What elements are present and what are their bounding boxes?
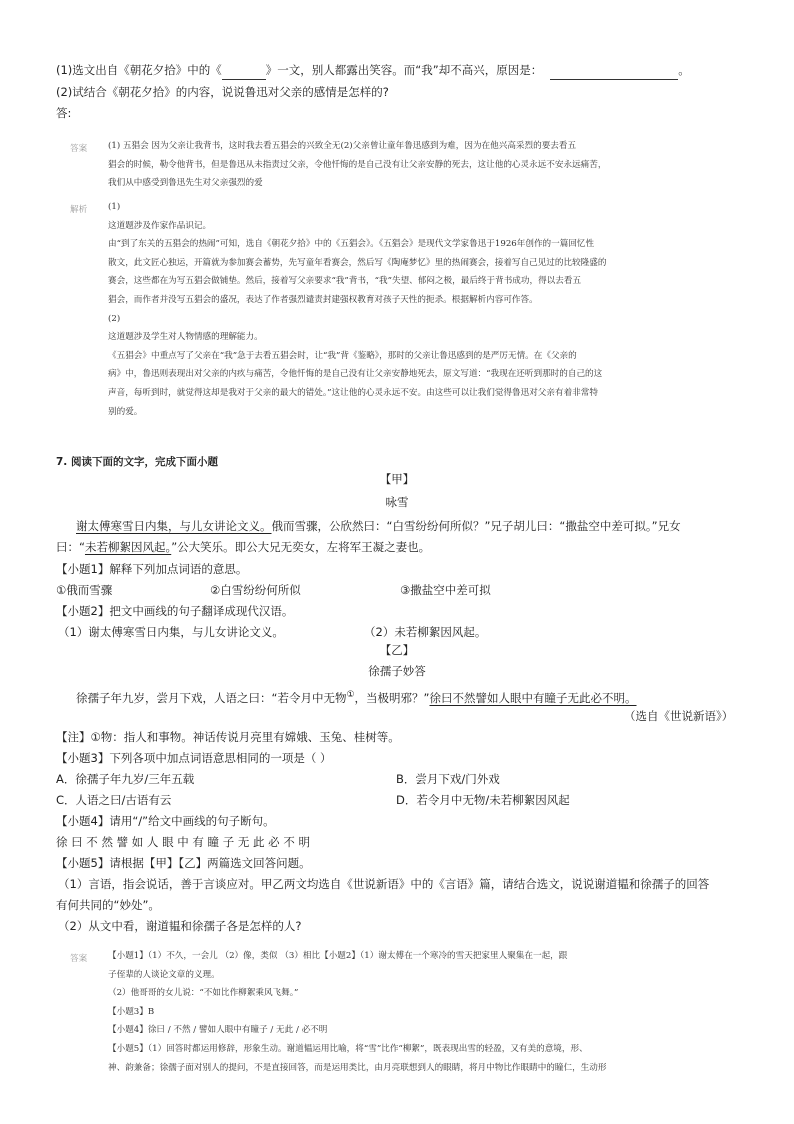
- text-line: （2）他哥哥的女儿说：“不如比作柳絮乘风飞舞。”: [108, 988, 299, 999]
- answer-label: 答案: [70, 954, 88, 964]
- text-line: 【小题5】（1）回答时都运用修辞，形象生动。谢道韫运用比喻，将“雪”比作“柳絮”，既表现出雪的轻盈，又有美的意境，形、: [108, 1044, 588, 1054]
- text-line: 声音，每听到时，就觉得这却是我对于父亲的最大的错处。”这让他的心灵永远不安。由这些可以让我们觉得鲁迅对父亲有着非常特: [108, 388, 598, 398]
- passage-jia-title: 咏雪: [385, 495, 409, 509]
- sub1-item: ②白雪纷纷何所似: [210, 583, 301, 597]
- passage-jia-tag: 【甲】: [379, 472, 415, 486]
- q6-sub2: (2)试结合《朝花夕拾》的内容，说说鲁迅对父亲的感情是怎样的?: [56, 85, 389, 99]
- note: 【注】①物：指人和事物。神话传说月亮里有嫦娥、玉兔、桂树等。: [56, 730, 400, 744]
- passage-jia-line2: 曰：“未若柳絮因风起。”公大笑乐。即公大兄无奕女，左将军王凝之妻也。: [56, 540, 431, 554]
- passage-yi-line1: 徐孺子年九岁，尝月下戏，人语之曰：“若令月中无物①，当极明邪？”徐曰不然譬如人眼中有瞳子无此必不明。: [76, 690, 637, 705]
- text-line: 《五猖会》中重点写了父亲在“我”急于去看五猖会时，让“我”背《鉴略》，那时的父亲让鲁迅感到的是严厉无情。在《父亲的: [108, 350, 577, 361]
- sub2-item: （1）谢太傅寒雪日内集，与儿女讲论文义。: [58, 625, 284, 639]
- passage-jia-line1: 谢太傅寒雪日内集，与儿女讲论文义。俄而雪骤，公欣然曰：“白雪纷纷何所似？”兄子胡儿曰：“撒盐空中差可拟。”兄女: [76, 519, 681, 533]
- sub1-item: ①俄而雪骤: [56, 583, 113, 597]
- sub5-question1: （1）言语，指会说话，善于言谈应对。甲乙两文均选自《世说新语》中的《言语》篇，请结合选文，说说谢道韫和徐孺子的回答: [58, 877, 710, 891]
- sub4-prompt: 【小题4】请用“/”给文中画线的句子断句。: [56, 814, 275, 828]
- text-line: 赛会，这些都在为写五猖会做铺垫。然后，接着写父亲要求“我”背书，“我”失望、郁闷之极，最后终于背书成功，得以去看五: [108, 276, 582, 287]
- answer-blank[interactable]: [550, 66, 678, 80]
- answer-prompt: 答:: [56, 106, 72, 120]
- text-line: 散文，此文匠心独运，开篇就为参加赛会蓄势，先写童年看赛会，然后写《陶庵梦忆》里的热闹赛会，接着写自己见过的比较隆盛的: [108, 257, 607, 268]
- option-a[interactable]: A．徐孺子年九岁/三年五载: [56, 772, 195, 786]
- q7-heading: 7. 阅读下面的文字，完成下面小题: [56, 456, 218, 468]
- sub5-question1-cont: 有何共同的“妙处”。: [56, 898, 160, 912]
- sub4-sentence: 徐 曰 不 然 譬 如 人 眼 中 有 瞳 子 无 此 必 不 明: [56, 835, 310, 849]
- q6-sub1: (1)选文出自《朝花夕拾》中的《 》一文，别人都露出笑容。而“我”却不高兴，原因是： 。: [56, 60, 690, 80]
- option-c[interactable]: C．人语之曰/古语有云: [56, 793, 172, 807]
- passage-yi-tag: 【乙】: [379, 643, 415, 657]
- text-line: 别的爱。: [108, 406, 143, 417]
- passage-yi-title: 徐孺子妙答: [368, 664, 426, 678]
- text-line: (1): [108, 202, 121, 212]
- text-line: 【小题3】B: [108, 1006, 155, 1017]
- text-line: 由“到了东关的五猖会的热闹”可知，选自《朝花夕拾》中的《五猖会》。《五猖会》是现代文学家鲁迅于1926年创作的一篇回忆性: [108, 239, 595, 250]
- text-line: (1) 五猖会 因为父亲让我背书，这时我去看五猖会的兴致全无(2)父亲曾让童年鲁迅感到为难，因为在他兴高采烈的要去看五: [108, 141, 577, 151]
- option-b[interactable]: B．尝月下戏/门外戏: [396, 772, 500, 786]
- sub5-prompt: 【小题5】请根据【甲】【乙】两篇选文回答问题。: [56, 856, 311, 870]
- text-line: 【小题1】（1）不久，一会儿 （2）像，类似 （3）相比【小题2】（1）谢太傅在一个寒冷的雪天把家里人聚集在一起，跟: [108, 951, 568, 961]
- text-line: 神、韵兼备；徐孺子面对别人的提问，不是直接回答，而是运用类比，由月亮联想到人的眼睛，将月中物比作眼睛中的瞳仁，生动形: [108, 1062, 607, 1073]
- option-d[interactable]: D．若令月中无物/未若柳絮因风起: [396, 793, 570, 807]
- text-line: 这道题涉及作家作品识记。: [108, 220, 212, 231]
- text-line: 我们从中感受到鲁迅先生对父亲强烈的爱: [108, 178, 263, 188]
- answer-label: 答案: [70, 144, 88, 154]
- analysis-label: 解析: [70, 205, 88, 215]
- text-line: 猖会，而作者并没写五猖会的盛况，表达了作者强烈谴责封建强权教育对孩子天性的扼杀。根据解析内容可作答。: [108, 295, 538, 305]
- sub2-prompt: 【小题2】把文中画线的句子翻译成现代汉语。: [56, 604, 294, 618]
- text-line: 这道题涉及学生对人物情感的理解能力。: [108, 332, 263, 343]
- passage-source: （选自《世说新语》）: [624, 709, 734, 723]
- sub1-item: ③撒盐空中差可拟: [400, 583, 491, 597]
- text-line: 猖会的时候，勒令他背书，但是鲁迅从未指责过父亲，令他忏悔的是自己没有让父亲安静的死去，这让他的心灵永远不安永远痛苦，: [108, 159, 607, 170]
- sub5-question2: （2）从文中看，谢道韫和徐孺子各是怎样的人?: [58, 919, 302, 933]
- answer-blank[interactable]: [222, 66, 266, 80]
- sub1-prompt: 【小题1】解释下列加点词语的意思。: [56, 562, 248, 576]
- sub2-item: （2）未若柳絮因风起。: [364, 625, 487, 639]
- sub3-prompt: 【小题3】下列各项中加点词语意思相同的一项是（ ）: [56, 751, 332, 765]
- text-line: (2): [108, 313, 121, 324]
- text-line: 子侄辈的人谈论文章的义理。: [108, 969, 220, 980]
- text-line: 【小题4】徐曰 / 不然 / 譬如人眼中有瞳子 / 无此 / 必不明: [108, 1025, 328, 1036]
- text-line: 病》中，鲁迅则表现出对父亲的内疚与痛苦，令他忏悔的是自己没有让父亲安静地死去，原文写道：“我现在还听到那时的自己的这: [108, 369, 603, 380]
